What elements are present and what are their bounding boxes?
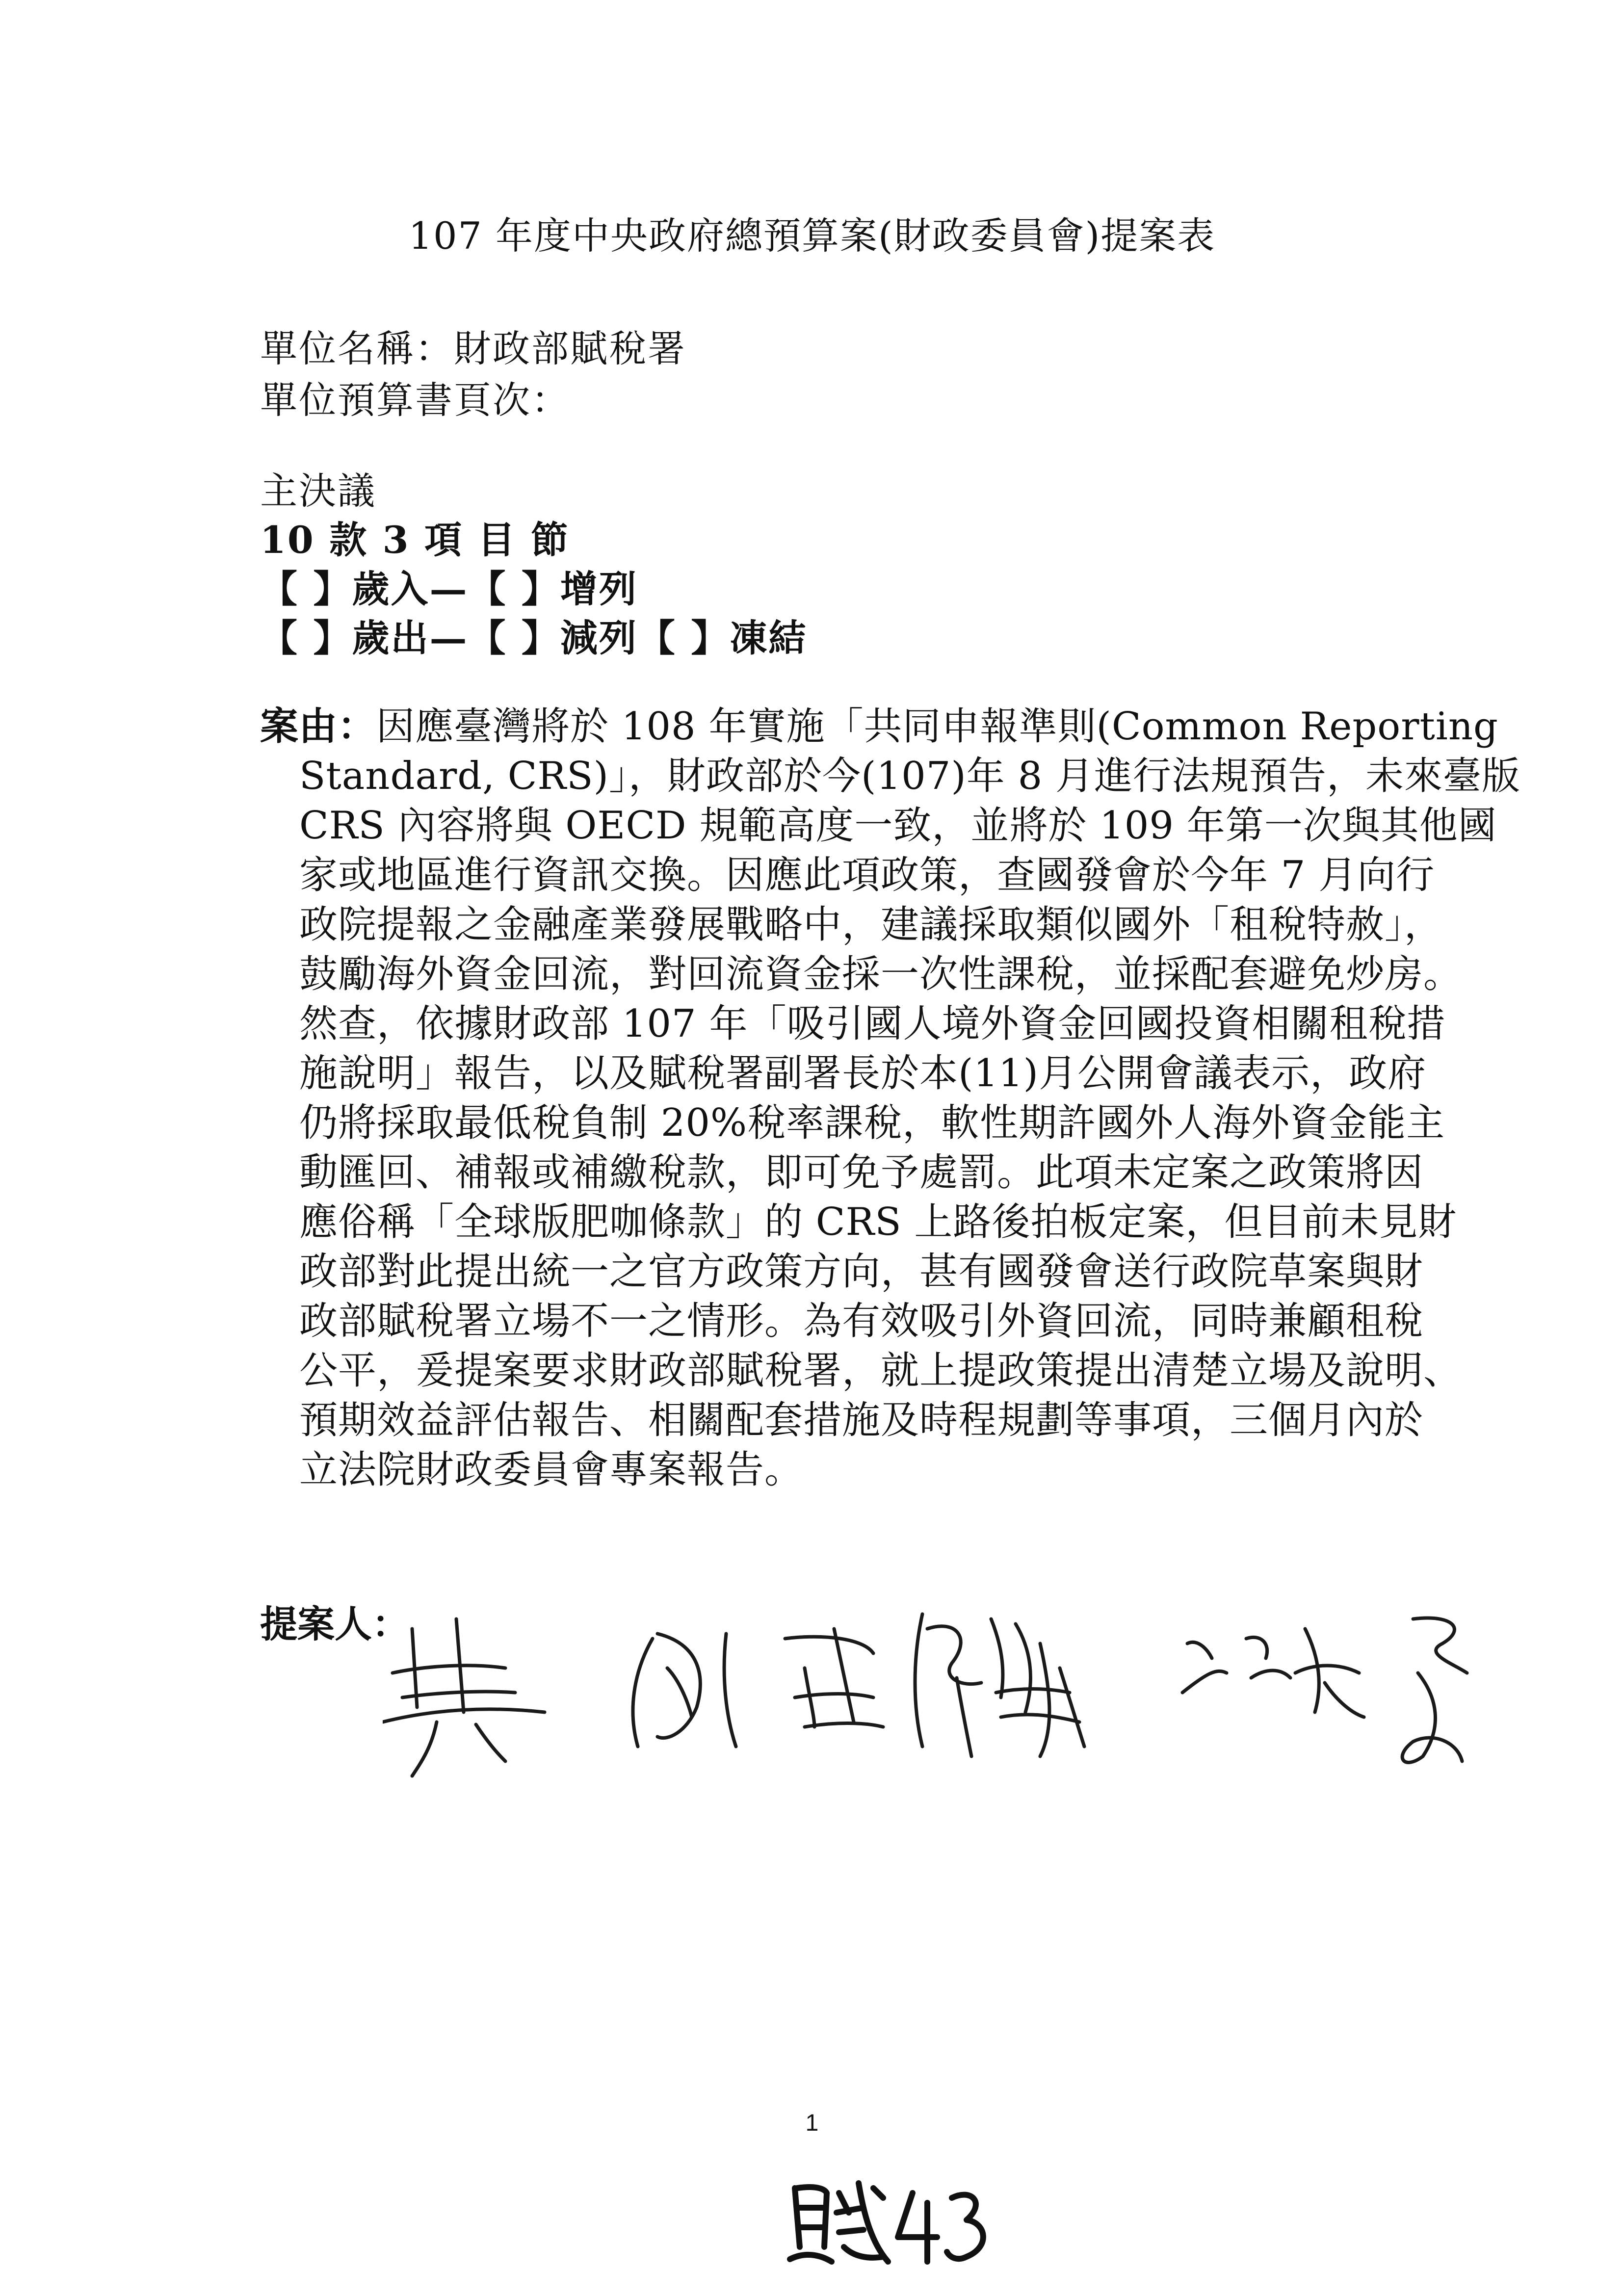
reason-line-5: 鼓勵海外資金回流，對回流資金採一次性課稅，並採配套避免炒房。	[299, 952, 1463, 996]
reason-line-13: 公平，爰提案要求財政部賦稅署，就上提政策提出清楚立場及說明、	[299, 1349, 1463, 1393]
handwritten-stamp	[785, 2173, 991, 2271]
expense-line: 【 】歲出—【 】減列【 】凍結	[260, 616, 808, 660]
reason-line-9: 動匯回、補報或補繳稅款，即可免予處罰。此項未定案之政策將因	[299, 1150, 1424, 1195]
resolution-item-line: 10 款 3 項 目 節	[260, 518, 570, 562]
reason-line-4: 政院提報之金融產業發展戰略中，建議採取類似國外「租稅特赦」，	[299, 903, 1443, 947]
page-number: 1	[805, 2110, 819, 2136]
signature-2	[633, 1629, 883, 1747]
reason-line-12: 政部賦稅署立場不一之情形。為有效吸引外資回流，同時兼顧租稅	[299, 1299, 1424, 1343]
reason-line-7: 施說明」報告，以及賦稅署副署長於本(11)月公開會議表示，政府	[299, 1051, 1427, 1096]
signature-1	[383, 1619, 545, 1776]
reason-line-8: 仍將採取最低稅負制 20%稅率課稅，軟性期許國外人海外資金能主	[299, 1101, 1445, 1145]
reason-line-15: 立法院財政委員會專案報告。	[299, 1448, 804, 1492]
reason-line-6: 然查，依據財政部 107 年「吸引國人境外資金回國投資相關租稅措	[299, 1002, 1446, 1046]
signature-4	[1182, 1618, 1467, 1762]
reason-line-11: 政部對此提出統一之官方政策方向，甚有國發會送行政院草案與財	[299, 1250, 1424, 1294]
reason-line-1: Standard, CRS)」，財政部於今(107)年 8 月進行法規預告，未來臺版	[299, 754, 1520, 798]
resolution-heading: 主決議	[260, 469, 376, 513]
budget-page-line: 單位預算書頁次：	[260, 378, 570, 422]
reason-line-0: 案由：因應臺灣將於 108 年實施「共同申報準則(Common Reporting	[260, 704, 1498, 749]
reason-label: 案由：	[260, 704, 377, 749]
reason-line-14: 預期效益評估報告、相關配套措施及時程規劃等事項，三個月內於	[299, 1398, 1424, 1442]
reason-line-10: 應俗稱「全球版肥咖條款」的 CRS 上路後拍板定案，但目前未見財	[299, 1200, 1457, 1244]
proposer-label: 提案人：	[260, 1602, 409, 1646]
document-title: 107 年度中央政府總預算案(財政委員會)提案表	[408, 214, 1216, 258]
reason-line-3: 家或地區進行資訊交換。因應此項政策，查國發會於今年 7 月向行	[299, 853, 1435, 897]
handwritten-signatures	[383, 1599, 1521, 1805]
signature-3	[915, 1614, 1084, 1756]
reason-line-2: CRS 內容將與 OECD 規範高度一致，並將於 109 年第一次與其他國	[299, 804, 1497, 848]
revenue-line: 【 】歲入—【 】增列	[260, 567, 638, 611]
reason-paragraph	[260, 702, 1520, 1495]
unit-name-line: 單位名稱：財政部賦稅署	[260, 327, 686, 370]
